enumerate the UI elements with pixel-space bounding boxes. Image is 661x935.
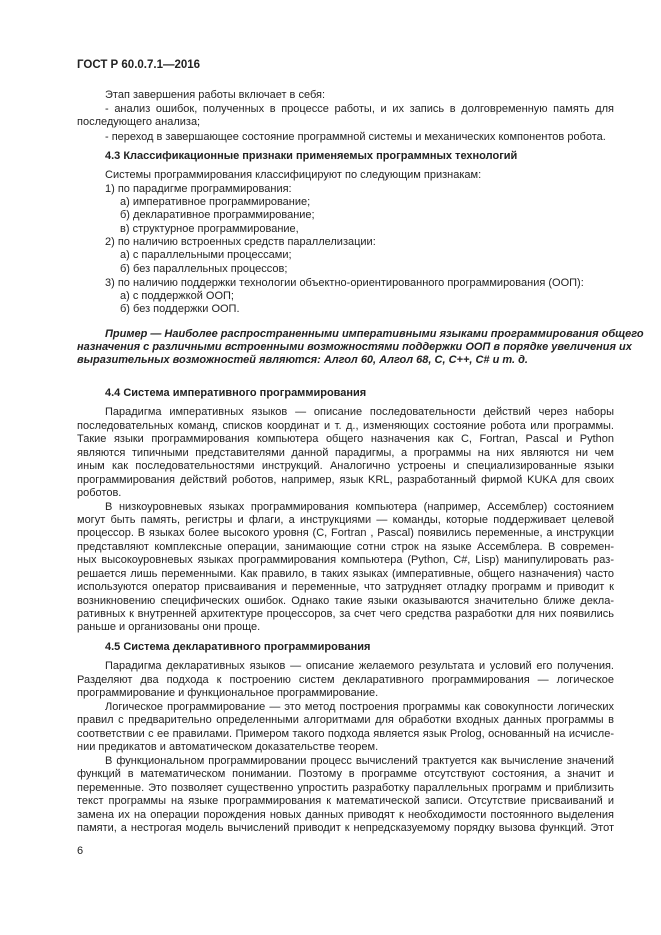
text-line: текст программы на языке программирования к математической записи. Отсутствие присваиваний и <box>77 795 614 807</box>
text-line: соответствии с ее правилами. Примером такого подхода является язык Prolog, основанный на исчисле- <box>77 728 614 740</box>
example-note-line: Пример — Наиболее распространенными императивными языками программирования общего <box>105 328 644 340</box>
text-line: ративных к внутренней архитектуре процессоров, за счет чего средства разработки для них появились <box>77 608 614 620</box>
text-line: - анализ ошибок, полученных в процессе работы, и их запись в долговременную память для <box>105 103 614 115</box>
section-heading: 4.5 Система декларативного программирования <box>105 641 371 653</box>
text-line: а) с поддержкой ООП; <box>120 290 234 302</box>
example-note-line: выразительных возможностей являются: Алгол 60, Алгол 68, С, С++, С# и т. д. <box>77 354 528 366</box>
text-line: Парадигма декларативных языков — описание желаемого результата и условий его получения. <box>105 660 614 672</box>
text-line: Системы программирования классифицируют по следующим признакам: <box>105 169 482 181</box>
text-line: а) императивное программирование; <box>120 196 311 208</box>
text-line: нии предикатов и автоматическом доказательстве теорем. <box>77 741 379 753</box>
text-line: замена их на операции порождения новых данных приводят к необходимости постоянного выделения <box>77 809 614 821</box>
text-line: - переход в завершающее состояние программной системы и механических компонентов робота. <box>105 131 606 143</box>
text-line: б) без поддержки ООП. <box>120 303 240 315</box>
text-line: переменные. Это позволяет существенно упростить разработку параллельных программ и приблизить <box>77 782 614 794</box>
text-line: Этап завершения работы включает в себя: <box>105 89 326 101</box>
text-line: 2) по наличию встроенных средств параллелизации: <box>105 236 376 248</box>
text-line: являются типичными представителями данной парадигмы, а программы на них являются ни чем <box>77 447 614 459</box>
text-line: возникновению специфических ошибок. Однако такие языки оказываются значительно ближе декла- <box>77 595 614 607</box>
text-line: Разделяют два подхода к построению систем декларативного программирования — логическое <box>77 674 614 686</box>
text-line: роботов. <box>77 487 122 499</box>
text-line: решается лишь переменными. Как правило, в таких языках (императивные, общего назначения) часто <box>77 568 614 580</box>
page-number: 6 <box>77 845 84 857</box>
text-line: 1) по парадигме программирования: <box>105 183 292 195</box>
text-line: могут быть память, регистры и флаги, а инструкциями — команды, которые поддерживает целевой <box>77 514 614 526</box>
section-heading: 4.4 Система императивного программирования <box>105 387 367 399</box>
text-line: процессор. В языках более высокого уровня (C, Fortran , Pascal) появились переменные, а инструкции <box>77 527 614 539</box>
text-line: В функциональном программировании процесс вычислений трактуется как вычисление значений <box>105 755 614 767</box>
text-line: Логическое программирование — это метод построения программы как совокупности логических <box>105 701 614 713</box>
text-line: Парадигма императивных языков — описание последовательности действий через наборы <box>105 406 614 418</box>
text-line: В низкоуровневых языках программирования компьютера (например, Ассемблер) состоянием <box>105 501 614 513</box>
text-line: памяти, а нестрогая модель вычислений приводит к непредсказуемому порядку вызова функций. Этот <box>77 822 614 834</box>
example-note-line: назначения с различными встроенными возможностями поддержки ООП в порядке увеличения их <box>77 341 632 353</box>
text-line: в) структурное программирование, <box>120 223 299 235</box>
section-heading: 4.3 Классификационные признаки применяемых программных технологий <box>105 150 518 162</box>
text-line: а) с параллельными процессами; <box>120 249 292 261</box>
text-line: программирования действий роботов, например, язык KRL, разработанный фирмой KUKA для своих <box>77 474 614 486</box>
text-line: программирование и функциональное программирование. <box>77 687 379 699</box>
text-line: правил с предварительно определенными алгоритмами для обработки входных данных программы в <box>77 714 614 726</box>
text-line: используются оператор присваивания и переменные, что затрудняет отладку программ и приводит к <box>77 581 614 593</box>
text-line: Такие языки программирования компьютера общего назначения как C, Fortran, Pascal и Python <box>77 433 614 445</box>
text-line: иным как последовательностями инструкций. Аналогично устроены и специализированные языки <box>77 460 614 472</box>
text-line: ных высокоуровневых языках программирования компьютера (Python, C#, Lisp) манипулировать раз- <box>77 554 614 566</box>
document-header: ГОСТ Р 60.0.7.1—2016 <box>77 59 201 71</box>
text-line: последовательных команд, списков координат и т. д., изменяющих состояние робота или программы. <box>77 420 614 432</box>
text-line: б) без параллельных процессов; <box>120 263 288 275</box>
text-line: представляют комплексные операции, занимающие сотни строк на языке Ассемблера. В современ- <box>77 541 614 553</box>
text-line: б) декларативное программирование; <box>120 209 315 221</box>
text-line: функций в математическом понимании. Поэтому в программе отсутствуют состояния, а значит и <box>77 768 614 780</box>
text-line: раньше и организованы они проще. <box>77 621 261 633</box>
text-line: 3) по наличию поддержки технологии объектно-ориентированного программирования (ООП): <box>105 277 584 289</box>
text-line: последующего анализа; <box>77 116 201 128</box>
